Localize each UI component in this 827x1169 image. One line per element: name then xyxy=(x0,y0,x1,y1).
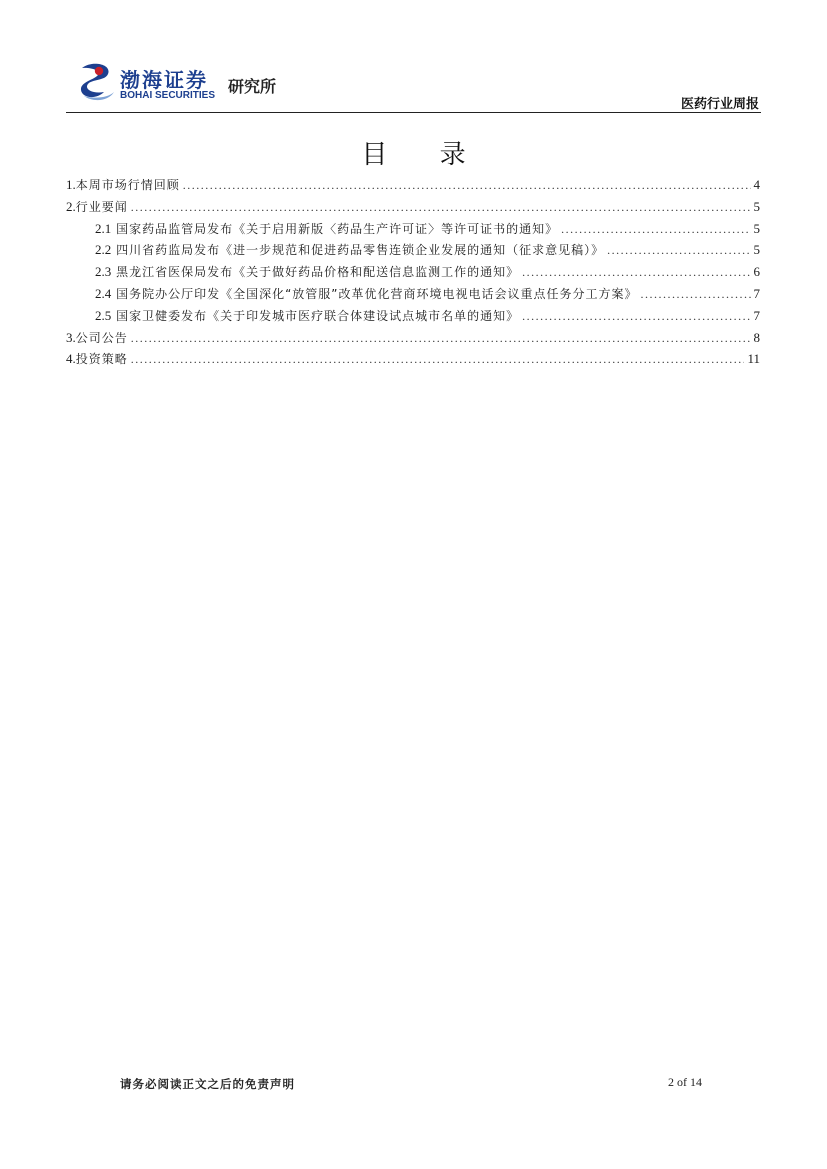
toc-entry-page: 4 xyxy=(753,177,760,192)
toc-entry-title xyxy=(66,329,128,346)
toc-subentry[interactable] xyxy=(66,285,760,307)
company-logo xyxy=(78,62,288,106)
toc-entry-label: 行业要闻 xyxy=(75,199,128,214)
toc-entry-title xyxy=(95,307,519,324)
bohai-logo-mark-icon xyxy=(78,62,116,104)
table-of-contents xyxy=(66,176,760,372)
toc-entry-page: 6 xyxy=(753,264,760,280)
report-type-label: 医药行业周报 xyxy=(680,97,759,112)
toc-subentry[interactable] xyxy=(66,307,760,329)
brand-department: 研究所 xyxy=(228,77,277,96)
toc-entry-number: 2.3 xyxy=(95,264,112,280)
toc-entry-number: 2. xyxy=(66,198,76,214)
toc-entry-label: 黑龙江省医保局发布《关于做好药品价格和配送信息监测工作的通知》 xyxy=(111,265,520,280)
toc-entry-page: 5 xyxy=(753,198,760,214)
toc-entry-title xyxy=(66,198,128,215)
brand-name-en: BOHAI SECURITIES xyxy=(120,90,216,101)
toc-dot-leader xyxy=(607,243,750,258)
toc-entry-title xyxy=(66,350,128,367)
toc-entry-label: 四川省药监局发布《进一步规范和促进药品零售连锁企业发展的通知（征求意见稿）》 xyxy=(111,243,605,258)
toc-entry-number: 2.5 xyxy=(95,307,112,323)
header-divider xyxy=(66,112,761,113)
footer-disclaimer: 请务必阅读正文之后的免责声明 xyxy=(120,1077,295,1091)
toc-entry-page: 5 xyxy=(753,242,760,258)
toc-entry-label: 国务院办公厅印发《全国深化“放管服”改革优化营商环境电视电话会议重点任务分工方案》 xyxy=(111,286,638,301)
toc-entry[interactable] xyxy=(66,198,760,220)
footer-page-number: 2 of 14 xyxy=(668,1075,702,1089)
toc-title: 目 录 xyxy=(361,140,488,170)
toc-dot-leader xyxy=(522,309,750,324)
toc-entry-title xyxy=(66,176,180,193)
toc-entry-page: 7 xyxy=(753,307,760,323)
toc-entry-number: 2.1 xyxy=(95,220,112,236)
toc-subentry[interactable] xyxy=(66,241,760,263)
toc-dot-leader xyxy=(641,287,751,302)
toc-entry[interactable] xyxy=(66,176,760,198)
toc-entry-number: 2.2 xyxy=(95,242,112,258)
toc-entry-label: 国家卫健委发布《关于印发城市医疗联合体建设试点城市名单的通知》 xyxy=(111,308,520,323)
toc-entry-title xyxy=(95,241,604,258)
toc-entry-title xyxy=(95,285,638,302)
toc-entry-page: 11 xyxy=(747,351,760,367)
toc-entry-number: 4. xyxy=(66,351,76,367)
toc-entry-number: 1. xyxy=(66,177,76,192)
toc-dot-leader xyxy=(131,352,745,367)
toc-entry-title xyxy=(95,263,519,280)
toc-entry-number: 3. xyxy=(66,329,76,345)
toc-dot-leader xyxy=(522,265,750,280)
toc-subentry[interactable] xyxy=(66,263,760,285)
toc-entry-label: 公司公告 xyxy=(75,330,128,345)
toc-dot-leader xyxy=(131,200,751,215)
brand-name-cn: 渤海证券 xyxy=(120,68,208,92)
toc-entry-page: 5 xyxy=(753,220,760,236)
toc-entry[interactable] xyxy=(66,329,760,351)
toc-entry[interactable] xyxy=(66,350,760,372)
toc-entry-label: 本周市场行情回顾 xyxy=(75,178,180,192)
toc-entry-page: 7 xyxy=(753,285,760,301)
toc-entry-title xyxy=(95,220,558,237)
toc-dot-leader xyxy=(183,178,751,193)
toc-dot-leader xyxy=(561,222,750,237)
toc-entry-label: 投资策略 xyxy=(75,352,128,367)
toc-entry-number: 2.4 xyxy=(95,285,112,301)
toc-dot-leader xyxy=(131,331,751,346)
toc-entry-label: 国家药品监管局发布《关于启用新版〈药品生产许可证〉等许可证书的通知》 xyxy=(111,221,559,236)
toc-entry-page: 8 xyxy=(753,329,760,345)
toc-subentry[interactable] xyxy=(66,220,760,242)
